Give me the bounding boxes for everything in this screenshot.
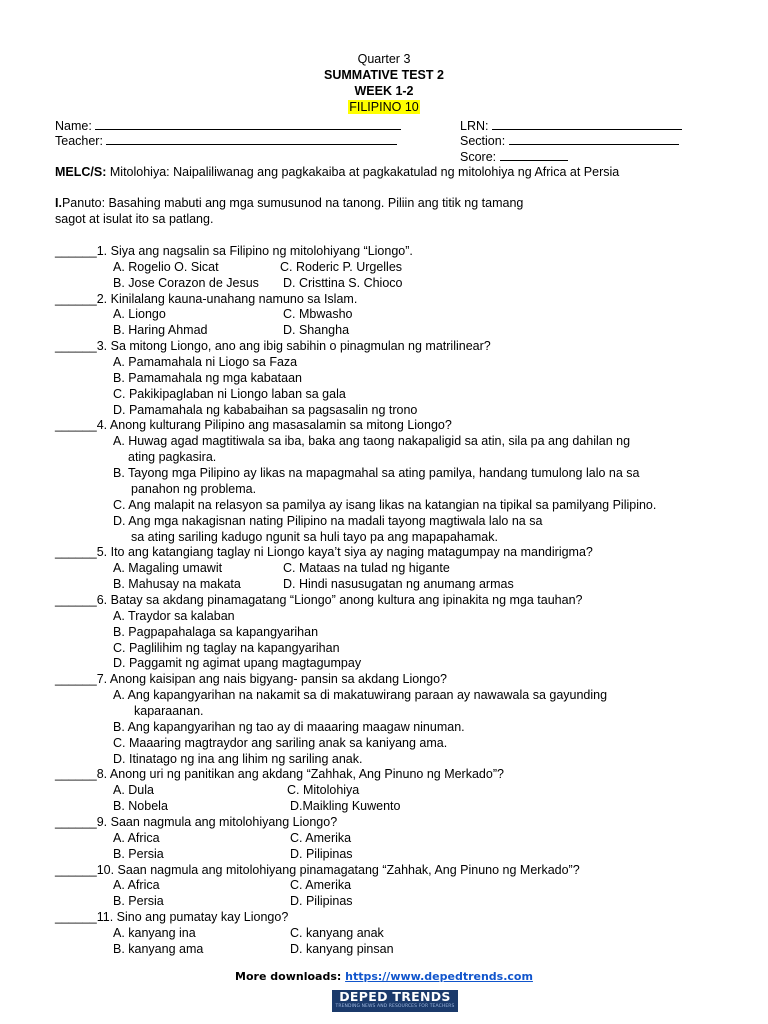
teacher-field[interactable] xyxy=(55,133,397,149)
q8-option-c: C. Mitolohiya xyxy=(287,783,360,797)
q5-option-a: A. Magaling umawit xyxy=(113,561,223,575)
q4-option-a: A. Huwag agad magtitiwala sa iba, baka ang taong nakapaligid sa atin, sila pa ang dahilan ng xyxy=(113,434,631,448)
question-9: ______9. Saan nagmula ang mitolohiyang Liongo? xyxy=(55,815,338,829)
logo-name: DEPED TRENDS xyxy=(339,989,451,1004)
q3-option-b: B. Pamamahala ng mga kabataan xyxy=(113,371,303,385)
q6-option-c: C. Paglilihim ng taglay na kapangyarihan xyxy=(113,641,340,655)
question-10: ______10. Saan nagmula ang mitolohiyang pinamagatang “Zahhak, Ang Pinuno ng Merkado”? xyxy=(55,863,580,877)
q1-option-b: B. Jose Corazon de Jesus xyxy=(113,276,259,290)
q9-option-a: A. Africa xyxy=(113,831,160,845)
q2-option-b: B. Haring Ahmad xyxy=(113,323,208,337)
quarter-label: Quarter 3 xyxy=(357,52,411,66)
q3-option-a: A. Pamamahala ni Liogo sa Faza xyxy=(113,355,298,369)
question-8: ______8. Anong uri ng panitikan ang akdang “Zahhak, Ang Pinuno ng Merkado”? xyxy=(55,767,504,781)
question-3: ______3. Sa mitong Liongo, ano ang ibig sabihin o pinagmulan ng matrilinear? xyxy=(55,339,491,353)
q4-option-d-cont: sa ating sariling kadugo ngunit sa huli tayo pa ang mapapahamak. xyxy=(131,530,498,544)
melc-label: MELC/S: xyxy=(55,165,107,179)
score-label: Score: xyxy=(460,150,497,164)
q6-option-d: D. Paggamit ng agimat upang magtagumpay xyxy=(113,656,362,670)
question-6: ______6. Batay sa akdang pinamagatang “Liongo” anong kultura ang ipinakita ng mga tauhan? xyxy=(55,593,583,607)
q8-option-a: A. Dula xyxy=(113,783,154,797)
question-5: ______5. Ito ang katangiang taglay ni Liongo kaya’t siya ay naging matagumpay na mandirigma? xyxy=(55,545,593,559)
q1-option-c: C. Roderic P. Urgelles xyxy=(280,260,403,274)
name-label: Name: xyxy=(55,119,92,133)
q10-option-d: D. Pilipinas xyxy=(290,894,353,908)
q4-option-a-cont: ating pagkasira. xyxy=(128,450,217,464)
q5-option-c: C. Mataas na tulad ng higante xyxy=(283,561,450,575)
teacher-label: Teacher: xyxy=(55,134,103,148)
q6-option-a: A. Traydor sa kalaban xyxy=(113,609,235,623)
q11-option-a: A. kanyang ina xyxy=(113,926,196,940)
q8-option-b: B. Nobela xyxy=(113,799,168,813)
question-4: ______4. Anong kulturang Pilipino ang masasalamin sa mitong Liongo? xyxy=(55,418,452,432)
lrn-field[interactable] xyxy=(460,118,682,134)
q5-option-d: D. Hindi nasusugatan ng anumang armas xyxy=(283,577,514,591)
q7-option-d: D. Itinatago ng ina ang lihim ng sariling anak. xyxy=(113,752,363,766)
footer-label: More downloads: xyxy=(235,970,342,983)
footer-downloads xyxy=(0,970,768,983)
q10-option-a: A. Africa xyxy=(113,878,160,892)
question-2: ______2. Kinilalang kauna-unahang namuno sa Islam. xyxy=(55,292,358,306)
logo-tagline: TRENDING NEWS AND RESOURCES FOR TEACHERS xyxy=(335,1004,455,1009)
q1-option-a: A. Rogelio O. Sicat xyxy=(113,260,219,274)
instructions-line-2: sagot at isulat ito sa patlang. xyxy=(55,212,214,226)
instructions-line-1 xyxy=(55,196,523,211)
question-7: ______7. Anong kaisipan ang nais bigyang- pansin sa akdang Liongo? xyxy=(55,672,447,686)
q2-option-d: D. Shangha xyxy=(283,323,350,337)
q4-option-b: B. Tayong mga Pilipino ay likas na mapagmahal sa ating pamilya, handang tumulong lalo na sa xyxy=(113,466,640,480)
melc-text: Mitolohiya: Naipaliliwanag ang pagkakaiba at pagkakatulad ng mitolohiya ng Africa at Persia xyxy=(109,165,620,179)
name-field[interactable] xyxy=(55,118,401,134)
q7-option-a: A. Ang kapangyarihan na nakamit sa di makatuwirang paraan ay nawawala sa gayunding xyxy=(113,688,608,702)
q6-option-b: B. Pagpapahalaga sa kapangyarihan xyxy=(113,625,319,639)
q5-option-b: B. Mahusay na makata xyxy=(113,577,241,591)
name-blank[interactable] xyxy=(95,118,401,130)
q3-option-c: C. Pakikipaglaban ni Liongo laban sa gala xyxy=(113,387,346,401)
test-title: SUMMATIVE TEST 2 xyxy=(324,68,444,82)
score-field[interactable] xyxy=(460,149,568,165)
subject-highlight: FILIPINO 10 xyxy=(349,100,419,114)
q10-option-b: B. Persia xyxy=(113,894,164,908)
deped-trends-logo[interactable] xyxy=(332,990,458,1012)
q11-option-d: D. kanyang pinsan xyxy=(290,942,394,956)
q7-option-c: C. Maaaring magtraydor ang sariling anak sa kaniyang ama. xyxy=(113,736,448,750)
lrn-label: LRN: xyxy=(460,119,489,133)
q4-option-d: D. Ang mga nakagisnan nating Pilipino na madali tayong magtiwala lalo na sa xyxy=(113,514,543,528)
q4-option-c: C. Ang malapit na relasyon sa pamilya ay isang likas na katangian na tipikal sa pamilyang Pilipino. xyxy=(113,498,657,512)
subject-label xyxy=(0,100,768,115)
q1-option-d: D. Cristtina S. Chioco xyxy=(283,276,403,290)
q3-option-d: D. Pamamahala ng kababaihan sa pagsasalin ng trono xyxy=(113,403,418,417)
q7-option-a-cont: kaparaanan. xyxy=(134,704,204,718)
question-1: ______1. Siya ang nagsalin sa Filipino ng mitolohiyang “Liongo”. xyxy=(55,244,413,258)
q2-option-a: A. Liongo xyxy=(113,307,166,321)
q9-option-d: D. Pilipinas xyxy=(290,847,353,861)
section-field[interactable] xyxy=(460,133,679,149)
section-blank[interactable] xyxy=(509,133,679,145)
q7-option-b: B. Ang kapangyarihan ng tao ay di maaaring maagaw ninuman. xyxy=(113,720,465,734)
instructions-text: Panuto: Basahing mabuti ang mga sumusunod na tanong. Piliin ang titik ng tamang xyxy=(61,196,524,210)
q8-option-d: D.Maikling Kuwento xyxy=(290,799,401,813)
instructions-roman: I. xyxy=(55,196,62,210)
week-label: WEEK 1-2 xyxy=(354,84,414,98)
melc-line xyxy=(55,165,619,180)
q11-option-b: B. kanyang ama xyxy=(113,942,204,956)
q11-option-c: C. kanyang anak xyxy=(290,926,384,940)
lrn-blank[interactable] xyxy=(492,118,682,130)
q2-option-c: C. Mbwasho xyxy=(283,307,353,321)
q9-option-b: B. Persia xyxy=(113,847,164,861)
q10-option-c: C. Amerika xyxy=(290,878,352,892)
q9-option-c: C. Amerika xyxy=(290,831,352,845)
section-label: Section: xyxy=(460,134,506,148)
teacher-blank[interactable] xyxy=(106,133,397,145)
score-blank[interactable] xyxy=(500,149,568,161)
footer-link[interactable]: https://www.depedtrends.com xyxy=(345,970,533,983)
q4-option-b-cont: panahon ng problema. xyxy=(131,482,257,496)
question-11: ______11. Sino ang pumatay kay Liongo? xyxy=(55,910,289,924)
